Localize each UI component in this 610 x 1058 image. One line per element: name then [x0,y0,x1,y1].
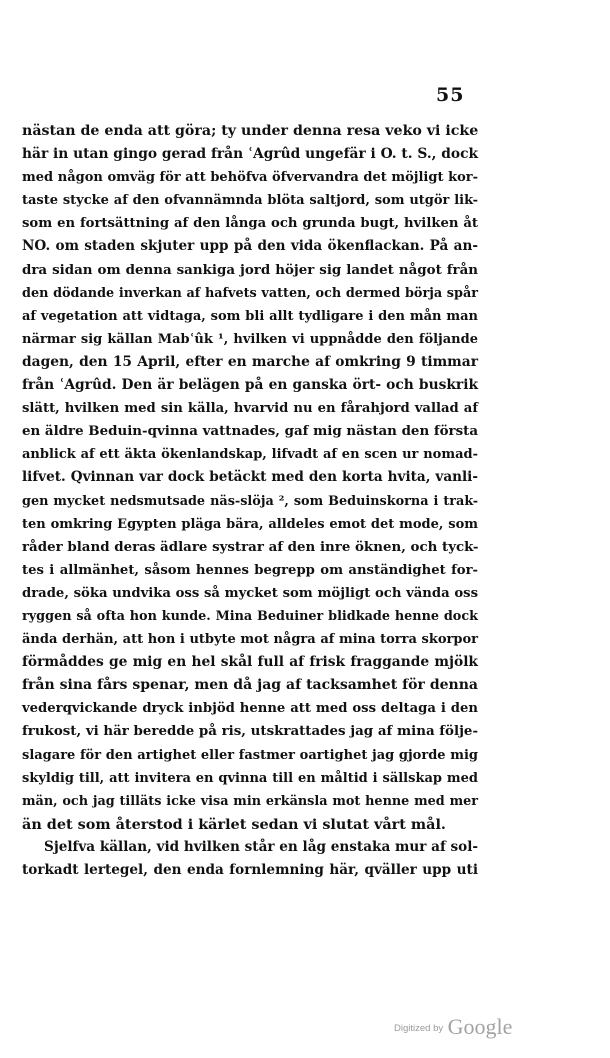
text-line: nästan de enda att göra; ty under denna resa veko vi icke [22,123,479,139]
text-line: skyldig till, att invitera en qvinna till en måltid i sällskap med [22,770,478,786]
text-line: ten omkring Egypten pläga bära, alldeles emot det mode, som [22,516,478,532]
watermark-prefix: Digitized by [394,1023,444,1034]
text-line: förmåddes ge mig en hel skål full af frisk fraggande mjölk [22,654,478,671]
text-line: anblick af ett äkta ökenlandskap, lifvadt af en scen ur nomad- [22,447,478,463]
text-line: än det som återstod i kärlet sedan vi slutat vårt mål. [22,815,446,833]
text-line: vederqvickande dryck inbjöd henne att med oss deltaga i den [22,701,478,717]
text-line: slätt, hvilken med sin källa, hvarvid nu en fårahjord vallad af [22,401,478,417]
text-line: här in utan gingo gerad från ʿAgrûd ungefär i O. t. S., dock [22,146,479,163]
text-line: råder bland deras ädlare systrar af den inre öknen, och tyck- [22,538,479,555]
text-line: en äldre Beduin-qvinna vattnades, gaf mig nästan den första [22,423,479,440]
text-line: med någon omväg för att behöfva öfvervandra det möjligt kor- [22,170,478,186]
page-number: 55 [436,84,465,106]
text-line: af vegetation att vidtaga, som bli allt tydligare i den mån man [22,308,478,324]
text-line: dra sidan om denna sankiga jord höjer sig landet något från [22,261,478,278]
text-line: från sina fårs spenar, men då jag af tacksamhet för denna [22,677,478,694]
google-logo: Google [447,1014,513,1039]
text-line: från ʿAgrûd. Den är belägen på en ganska ört- och buskrik [22,377,478,394]
text-line: gen mycket nedsmutsade näs-slöja ², som Beduinskorna i trak- [22,493,478,509]
text-line: dagen, den 15 April, efter en marche af omkring 9 timmar [22,353,478,370]
text-line: torkadt lertegel, den enda fornlemning här, qväller upp uti [22,862,478,878]
body-text [22,120,478,882]
text-line: den dödande inverkan af hafvets vatten, och dermed börja spår [22,285,478,301]
text-line: lifvet. Qvinnan var dock betäckt med den korta hvita, vanli- [22,469,478,486]
text-line: ryggen så ofta hon kunde. Mina Beduiner blidkade henne dock [22,608,478,624]
text-line: tes i allmänhet, såsom hennes begrepp om anständighet for- [22,562,478,578]
text-line: närmar sig källan Mabʿûk ¹, hvilken vi uppnådde den följande [22,331,478,347]
text-line: ända derhän, att hon i utbyte mot några af mina torra skorpor [22,632,478,648]
text-line: män, och jag tilläts icke visa min erkänsla mot henne med mer [22,793,478,809]
text-line: Sjelfva källan, vid hvilken står en låg enstaka mur af sol- [44,838,479,855]
text-line: NO. om staden skjuter upp på den vida ökenflackan. På an- [22,238,478,255]
text-line: frukost, vi här beredde på ris, utskrattades jag af mina följe- [22,723,478,740]
text-line: som en fortsättning af den långa och grunda bugt, hvilken åt [22,216,478,232]
text-line: taste stycke af den ofvannämnda blöta saltjord, som utgör lik- [22,193,478,209]
digitized-by-google-watermark [394,1014,512,1040]
text-line: drade, söka undvika oss så mycket som möjligt och vända oss [22,585,478,601]
text-line: slagare för den artighet eller fastmer oartighet jag gjorde mig [22,747,478,763]
